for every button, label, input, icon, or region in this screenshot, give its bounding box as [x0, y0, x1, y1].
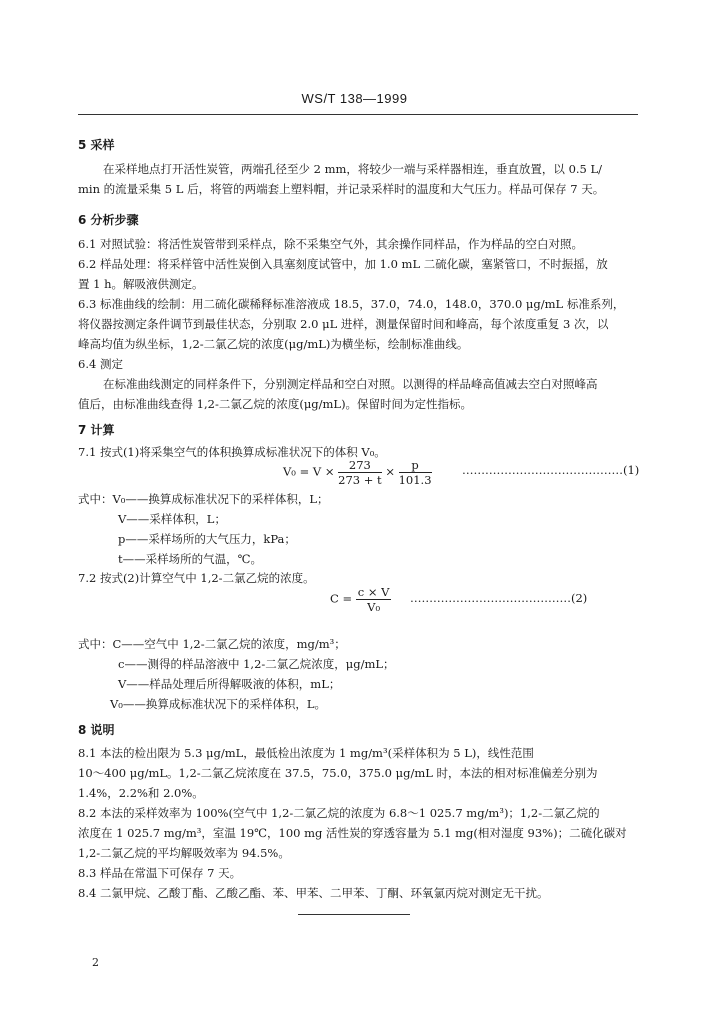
- formula-1-where-3: p——采样场所的大气压力，kPa；: [118, 532, 296, 546]
- formula-2-number: ……………………………………(2): [410, 591, 588, 605]
- clause-6-2-line-1: 6.2 样品处理：将采样管中活性炭倒入具塞刻度试管中，加 1.0 mL 二硫化碳，塞紧管口，不时振摇，放: [78, 257, 608, 271]
- clause-8-2-line-1: 8.2 本法的采样效率为 100%(空气中 1,2-二氯乙烷的浓度为 6.8～1 025.7 mg/m³)；1,2-二氯乙烷的: [78, 806, 600, 820]
- formula-1-den-2: 101.3: [398, 473, 432, 487]
- end-rule: [298, 914, 410, 915]
- formula-1-den-1: 273 + t: [338, 473, 382, 487]
- formula-1-number: ……………………………………(1): [462, 463, 640, 477]
- section-5-heading: 5 采样: [78, 138, 115, 152]
- formula-2-lhs: C =: [330, 591, 353, 606]
- clause-6-4-title: 6.4 测定: [78, 357, 123, 371]
- formula-1-where-1: 式中：V₀——换算成标准状况下的采样体积，L；: [78, 492, 329, 506]
- clause-8-4: 8.4 二氯甲烷、乙酸丁酯、乙酸乙酯、苯、甲苯、二甲苯、丁酮、环氧氯丙烷对测定无干扰。: [78, 886, 549, 900]
- clause-7-1: 7.1 按式(1)将采集空气的体积换算成标准状况下的体积 V₀。: [78, 445, 386, 459]
- clause-7-2: 7.2 按式(2)计算空气中 1,2-二氯乙烷的浓度。: [78, 571, 315, 585]
- formula-1-where-2: V——采样体积，L；: [118, 512, 226, 526]
- formula-2-fraction: [356, 585, 392, 614]
- running-header: WS/T 138—1999: [301, 91, 408, 106]
- page-number: 2: [92, 956, 99, 969]
- clause-6-3-line-2: 将仪器按测定条件调节到最佳状态，分别取 2.0 μL 进样，测量保留时间和峰高，每个浓度重复 3 次，以: [78, 317, 609, 331]
- header-divider: [78, 114, 638, 115]
- formula-2-num: c × V: [357, 585, 390, 599]
- clause-6-2-line-2: 置 1 h。解吸液供测定。: [78, 277, 204, 291]
- formula-1-where-4: t——采样场所的气温，℃。: [118, 552, 262, 566]
- formula-2-den: V₀: [367, 600, 381, 614]
- s5-line-1: 在采样地点打开活性炭管，两端孔径至少 2 mm，将较少一端与采样器相连，垂直放置，以 0.5 L/: [103, 162, 603, 176]
- clause-8-3: 8.3 样品在常温下可保存 7 天。: [78, 866, 242, 880]
- formula-2: [330, 585, 391, 614]
- formula-1-num-2: p: [399, 458, 432, 473]
- clause-8-1-line-3: 1.4%，2.2%和 2.0%。: [78, 786, 204, 800]
- clause-6-4-line-2: 值后，由标准曲线查得 1,2-二氯乙烷的浓度(μg/mL)。保留时间为定性指标。: [78, 397, 473, 411]
- clause-8-1-line-1: 8.1 本法的检出限为 5.3 μg/mL，最低检出浓度为 1 mg/m³(采样体积为 5 L)，线性范围: [78, 746, 534, 760]
- clause-6-3-line-3: 峰高均值为纵坐标，1,2-二氯乙烷的浓度(μg/mL)为横坐标，绘制标准曲线。: [78, 337, 469, 351]
- formula-2-where-3: V——样品处理后所得解吸液的体积，mL；: [118, 677, 341, 691]
- clause-8-1-line-2: 10～400 μg/mL。1,2-二氯乙烷浓度在 37.5，75.0，375.0 μg/mL 时，本法的相对标准偏差分别为: [78, 766, 598, 780]
- clause-8-2-line-2: 浓度在 1 025.7 mg/m³，室温 19℃，100 mg 活性炭的穿透容量为 5.1 mg(相对湿度 93%)；二硫化碳对: [78, 826, 627, 840]
- formula-2-where-2: c——测得的样品溶液中 1,2-二氯乙烷浓度，μg/mL；: [118, 657, 395, 671]
- section-7-heading: 7 计算: [78, 423, 115, 437]
- s5-line-2: min 的流量采集 5 L 后，将管的两端套上塑料帽，并记录采样时的温度和大气压力。样品可保存 7 天。: [78, 182, 605, 196]
- clause-8-2-line-3: 1,2-二氯乙烷的平均解吸效率为 94.5%。: [78, 846, 290, 860]
- formula-1-fraction-temp: [338, 458, 382, 487]
- formula-2-where-4: V₀——换算成标准状况下的采样体积，L。: [110, 697, 327, 711]
- section-8-heading: 8 说明: [78, 723, 115, 737]
- formula-1-lhs: V₀ = V ×: [283, 464, 335, 479]
- clause-6-3-line-1: 6.3 标准曲线的绘制：用二硫化碳稀释标准溶液成 18.5，37.0，74.0，148.0，370.0 μg/mL 标准系列，: [78, 297, 625, 311]
- section-6-heading: 6 分析步骤: [78, 213, 139, 227]
- formula-1-fraction-pressure: [399, 458, 432, 487]
- clause-6-1: 6.1 对照试验：将活性炭管带到采样点，除不采集空气外，其余操作同样品，作为样品的空白对照。: [78, 237, 583, 251]
- clause-6-4-line-1: 在标准曲线测定的同样条件下，分别测定样品和空白对照。以测得的样品峰高值减去空白对照峰高: [103, 377, 598, 391]
- formula-2-where-1: 式中：C——空气中 1,2-二氯乙烷的浓度，mg/m³；: [78, 637, 346, 651]
- formula-1-times: ×: [385, 464, 395, 479]
- formula-1: [283, 458, 432, 487]
- formula-1-num-1: 273: [338, 458, 382, 473]
